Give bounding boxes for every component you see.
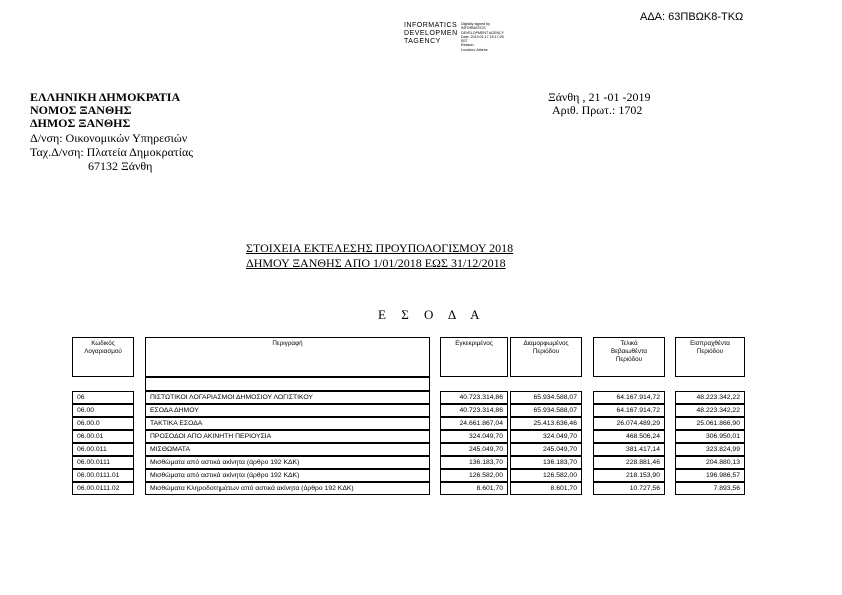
cell-approved: 126.582,00 xyxy=(440,469,508,482)
postal-line: 67132 Ξάνθη xyxy=(88,159,153,173)
cell-description: ΜΙΣΘΩΜΑΤΑ xyxy=(145,443,430,456)
cell-certified: 218.153,90 xyxy=(593,469,665,482)
description-spacer xyxy=(145,377,430,391)
logo-line: DEVELOPMEN xyxy=(404,30,458,37)
cell-certified: 381.417,14 xyxy=(593,443,665,456)
cell-collected: 48.223.342,22 xyxy=(675,404,745,417)
cell-certified: 64.167.914,72 xyxy=(593,404,665,417)
cell-adjusted: 136.183,70 xyxy=(510,456,582,469)
header-code: Κωδικός Λογαριασμού xyxy=(72,337,134,377)
cell-collected: 196.986,57 xyxy=(675,469,745,482)
cell-description: ΠΙΣΤΩΤΙΚΟΙ ΛΟΓΑΡΙΑΣΜΟΙ ΔΗΜΟΣΙΟΥ ΛΟΓΙΣΤΙΚΟΥ xyxy=(145,391,430,404)
signature-line: Reason: xyxy=(461,43,475,48)
department-line: Δ/νση: Οικονομικών Υπηρεσιών xyxy=(30,131,188,145)
cell-adjusted: 126.582,00 xyxy=(510,469,582,482)
cell-approved: 324.049,70 xyxy=(440,430,508,443)
cell-approved: 24.661.867,04 xyxy=(440,417,508,430)
cell-code: 06.00.011 xyxy=(72,443,134,456)
address-line: Ταχ.Δ/νση: Πλατεία Δημοκρατίας xyxy=(30,145,193,159)
cell-adjusted: 65.934.588,07 xyxy=(510,391,582,404)
cell-approved: 40.723.314,86 xyxy=(440,404,508,417)
header-certified: Τελικά Βεβαιωθέντα Περιόδου xyxy=(593,337,665,377)
cell-collected: 48.223.342,22 xyxy=(675,391,745,404)
signature-line: INFORMATICS xyxy=(461,26,486,31)
cell-adjusted: 324.049,70 xyxy=(510,430,582,443)
signature-logo-text xyxy=(404,22,458,46)
cell-description: ΕΣΟΔΑ ΔΗΜΟΥ xyxy=(145,404,430,417)
cell-collected: 323.824,99 xyxy=(675,443,745,456)
report-title-line1: ΣΤΟΙΧΕΙΑ ΕΚΤΕΛΕΣΗΣ ΠΡΟΥΠΟΛΟΓΙΣΜΟΥ 2018 xyxy=(246,241,514,255)
cell-approved: 245.049,70 xyxy=(440,443,508,456)
ada-code: ΑΔΑ: 63ΠΒΩΚ8-ΤΚΩ xyxy=(640,11,744,23)
cell-code: 06 xyxy=(72,391,134,404)
cell-collected: 306.950,01 xyxy=(675,430,745,443)
header-collected: Εισπραχθέντα Περιόδου xyxy=(675,337,745,377)
cell-adjusted: 65.934.588,07 xyxy=(510,404,582,417)
cell-description: Μισθώματα από αστικά ακίνητα (άρθρο 192 ΚΔΚ) xyxy=(145,469,430,482)
cell-code: 06.00.0111.01 xyxy=(72,469,134,482)
logo-line: INFORMATICS xyxy=(404,22,458,29)
cell-code: 06.00.0111.02 xyxy=(72,482,134,495)
cell-collected: 25.061.866,90 xyxy=(675,417,745,430)
cell-certified: 468.506,24 xyxy=(593,430,665,443)
signature-line: EET xyxy=(461,39,468,44)
cell-collected: 204.880,13 xyxy=(675,456,745,469)
cell-description: Μισθώματα από αστικά ακίνητα (άρθρο 192 ΚΔΚ) xyxy=(145,456,430,469)
cell-certified: 228.881,46 xyxy=(593,456,665,469)
header-adjusted: Διαμορφωμένος Περιόδου xyxy=(510,337,582,377)
republic-heading: ΕΛΛΗΝΙΚΗ ΔΗΜΟΚΡΑΤΙΑ xyxy=(30,90,181,104)
municipality-heading: ΔΗΜΟΣ ΞΑΝΘΗΣ xyxy=(30,116,131,130)
signature-details xyxy=(461,22,504,52)
cell-description: Μισθώματα Κληροδοτημάτων από αστικά ακίνητα (άρθρο 192 ΚΔΚ) xyxy=(145,482,430,495)
cell-collected: 7.893,56 xyxy=(675,482,745,495)
cell-certified: 26.074.489,29 xyxy=(593,417,665,430)
protocol-number: Αριθ. Πρωτ.: 1702 xyxy=(552,103,643,117)
cell-code: 06.00.01 xyxy=(72,430,134,443)
header-approved: Εγκεκριμένος xyxy=(440,337,508,377)
cell-code: 06.00.0111 xyxy=(72,456,134,469)
signature-line: Location: Athens xyxy=(461,47,488,52)
cell-approved: 136.183,70 xyxy=(440,456,508,469)
signature-line: Date: 2019.01.17 15:17:28 xyxy=(461,34,504,39)
cell-description: ΠΡΟΣΟΔΟΙ ΑΠΟ ΑΚΙΝΗΤΗ ΠΕΡΙΟΥΣΙΑ xyxy=(145,430,430,443)
cell-description: ΤΑΚΤΙΚΑ ΕΣΟΔΑ xyxy=(145,417,430,430)
cell-code: 06.00 xyxy=(72,404,134,417)
signature-line: Digitally signed by xyxy=(461,22,490,26)
header-description: Περιγραφή xyxy=(145,337,430,377)
prefecture-heading: ΝΟΜΟΣ ΞΑΝΘΗΣ xyxy=(30,103,132,117)
cell-certified: 10.727,56 xyxy=(593,482,665,495)
cell-approved: 40.723.314,86 xyxy=(440,391,508,404)
cell-code: 06.00.0 xyxy=(72,417,134,430)
logo-line: TAGENCY xyxy=(404,38,441,45)
cell-adjusted: 25.413.636,46 xyxy=(510,417,582,430)
cell-adjusted: 8.601,70 xyxy=(510,482,582,495)
signature-line: DEVELOPMENT AGENCY xyxy=(461,30,505,35)
cell-certified: 64.167.914,72 xyxy=(593,391,665,404)
cell-approved: 8.601,70 xyxy=(440,482,508,495)
cell-adjusted: 245.049,70 xyxy=(510,443,582,456)
section-heading: Ε Σ Ο Δ Α xyxy=(378,307,486,322)
document-date: Ξάνθη , 21 -01 -2019 xyxy=(548,90,651,104)
report-title-line2: ΔΗΜΟΥ ΞΑΝΘΗΣ ΑΠΟ 1/01/2018 ΕΩΣ 31/12/2018 xyxy=(246,256,506,270)
